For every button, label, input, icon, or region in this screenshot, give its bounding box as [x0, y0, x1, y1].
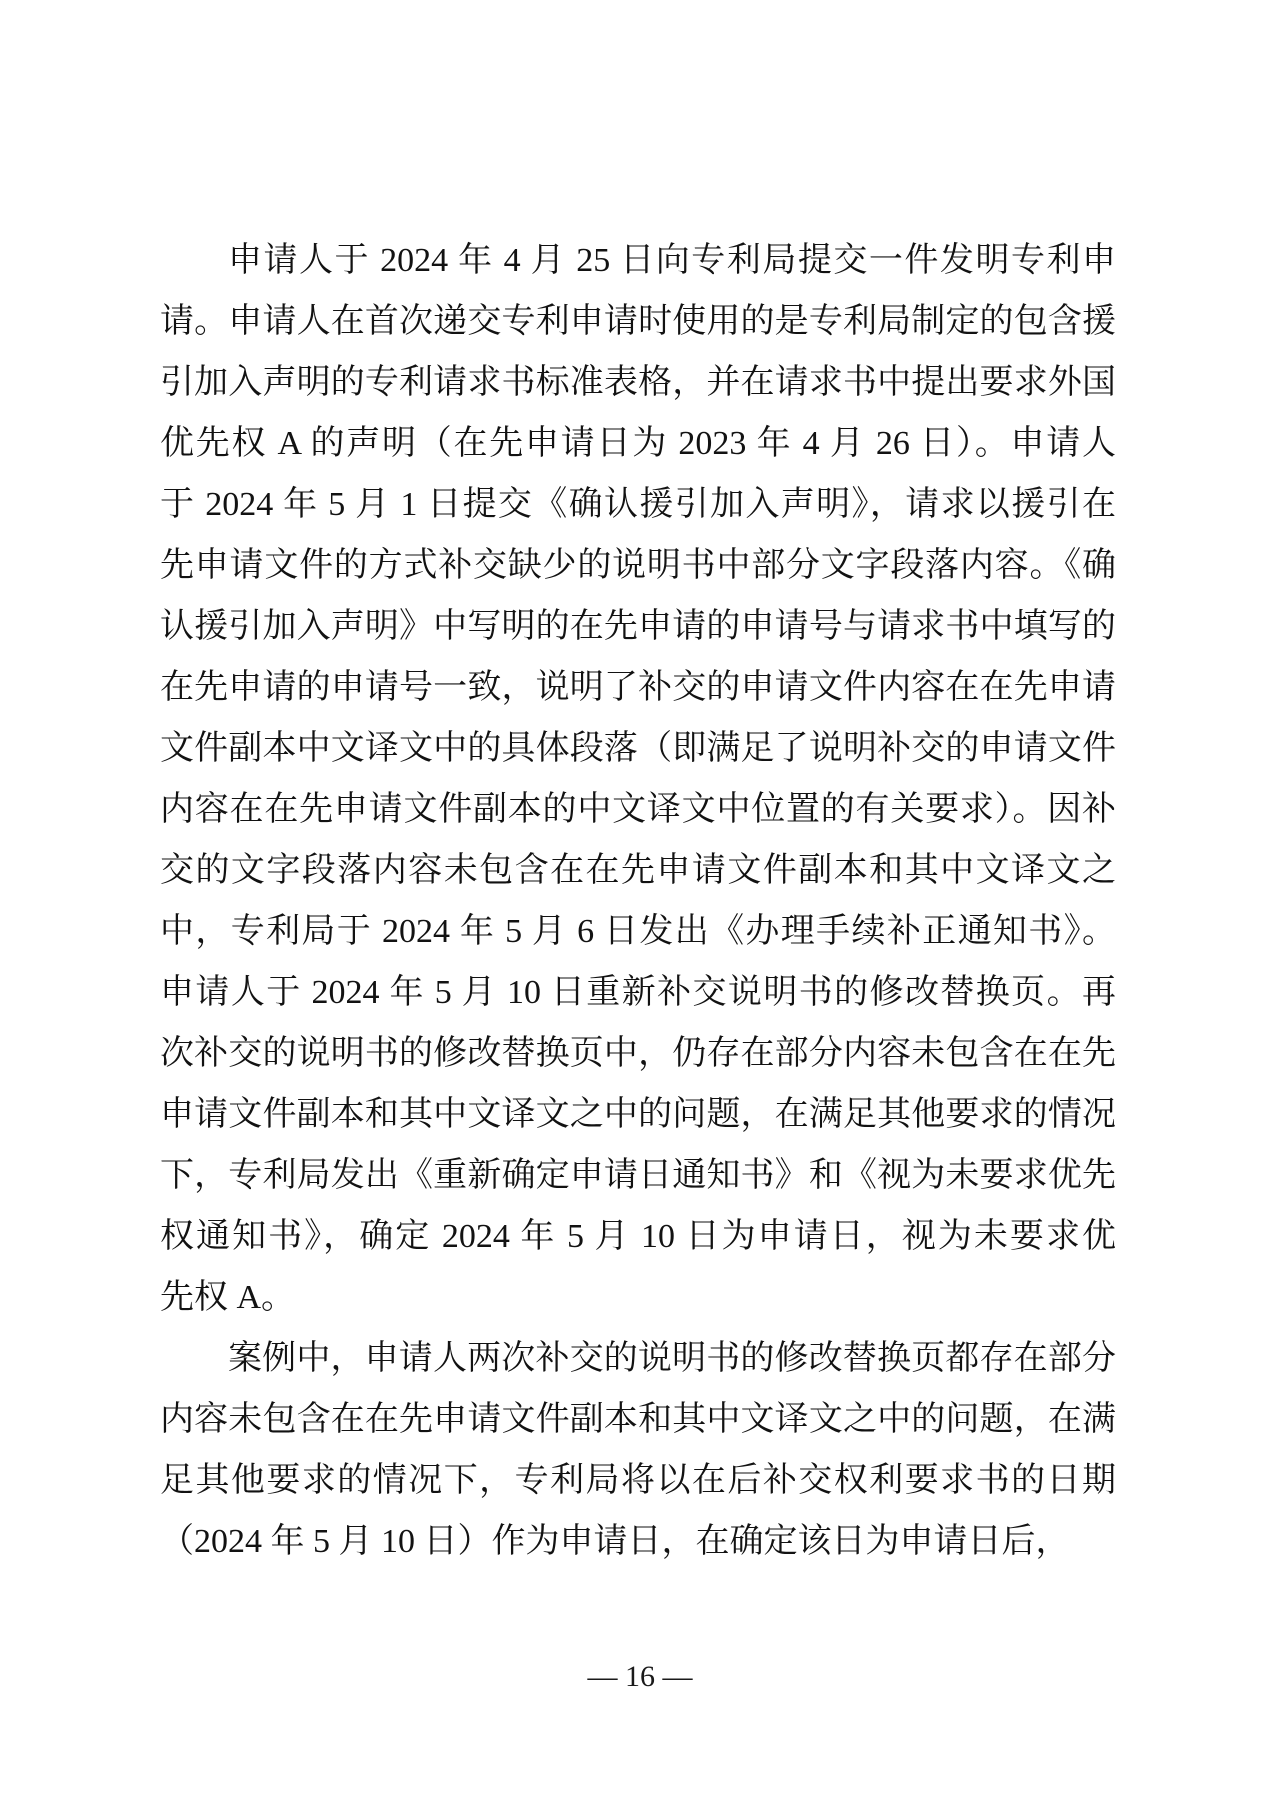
text-line: 次补交的说明书的修改替换页中，仍存在部分内容未包含在在先 — [160, 1035, 1116, 1072]
text-line: 先申请文件的方式补交缺少的说明书中部分文字段落内容。《确 — [160, 547, 1116, 584]
text-line: （2024 年 5 月 10 日）作为申请日，在确定该日为申请日后， — [160, 1523, 1070, 1560]
text-line: 中，专利局于 2024 年 5 月 6 日发出《办理手续补正通知书》。 — [160, 913, 1116, 950]
text-line: 申请文件副本和其中文译文之中的问题，在满足其他要求的情况 — [160, 1096, 1116, 1133]
text-line: 引加入声明的专利请求书标准表格，并在请求书中提出要求外国 — [160, 364, 1116, 401]
text-line: 文件副本中文译文中的具体段落（即满足了说明补交的申请文件 — [160, 730, 1116, 767]
text-line: 案例中，申请人两次补交的说明书的修改替换页都存在部分 — [228, 1340, 1116, 1377]
text-line: 下，专利局发出《重新确定申请日通知书》和《视为未要求优先 — [160, 1157, 1116, 1194]
text-line: 权通知书》，确定 2024 年 5 月 10 日为申请日，视为未要求优 — [160, 1218, 1116, 1255]
text-line: 足其他要求的情况下，专利局将以在后补交权利要求书的日期 — [160, 1462, 1116, 1499]
page-number: — 16 — — [587, 1660, 693, 1693]
text-line: 在先申请的申请号一致，说明了补交的申请文件内容在在先申请 — [160, 669, 1116, 706]
paragraph-2 — [160, 1328, 1116, 1572]
text-block — [160, 230, 1116, 1572]
text-line: 于 2024 年 5 月 1 日提交《确认援引加入声明》，请求以援引在 — [160, 486, 1116, 523]
text-line: 内容在在先申请文件副本的中文译文中位置的有关要求）。因补 — [160, 791, 1116, 828]
text-line: 请。申请人在首次递交专利申请时使用的是专利局制定的包含援 — [160, 303, 1116, 340]
text-line: 先权 A。 — [160, 1279, 296, 1316]
paragraph-1 — [160, 230, 1116, 1328]
text-line: 优先权 A 的声明（在先申请日为 2023 年 4 月 26 日）。申请人 — [160, 425, 1116, 462]
text-line: 内容未包含在在先申请文件副本和其中文译文之中的问题，在满 — [160, 1401, 1116, 1438]
text-line: 申请人于 2024 年 4 月 25 日向专利局提交一件发明专利申 — [228, 242, 1116, 279]
text-line: 申请人于 2024 年 5 月 10 日重新补交说明书的修改替换页。再 — [160, 974, 1116, 1011]
text-line: 交的文字段落内容未包含在在先申请文件副本和其中文译文之 — [160, 852, 1116, 889]
text-line: 认援引加入声明》中写明的在先申请的申请号与请求书中填写的 — [160, 608, 1116, 645]
